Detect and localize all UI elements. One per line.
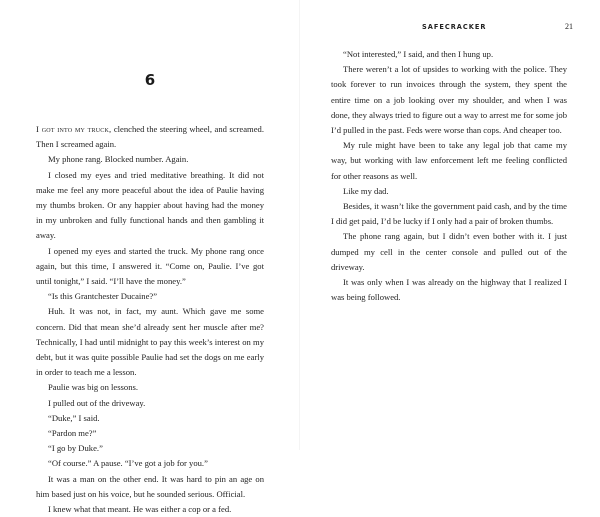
opening-smallcaps: I got into my truck, — [36, 124, 112, 134]
opening-rest: clenched the steering wheel, and screamed. Then I screamed again. — [36, 124, 264, 150]
page-number: 21 — [565, 22, 573, 31]
paragraph: Paulie was big on lessons. — [48, 382, 138, 393]
right-page — [300, 0, 600, 450]
paragraph: “Of course.” A pause. “I’ve got a job for you.” — [48, 458, 208, 469]
paragraph: The phone rang again, but I didn’t even bother with it. I just dumped my cell in the center console and pulled out of the driveway. — [331, 231, 567, 272]
chapter-number: 6 — [144, 71, 156, 89]
paragraph: It was only when I was already on the highway that I realized I was being followed. — [331, 277, 567, 303]
paragraph: It was a man on the other end. It was hard to pin an age on him based just on his voice, but he sounded serious. Official. — [36, 473, 264, 499]
paragraph: “Is this Grantchester Ducaine?” — [48, 291, 158, 302]
paragraph: Like my dad. — [343, 185, 389, 196]
paragraph: My phone rang. Blocked number. Again. — [48, 154, 189, 165]
paragraph: I closed my eyes and tried meditative breathing. It did not make me feel any more peaceful about the idea of Paulie having my thumbs broken. Or any happier about having had the money in my unbroken and fully functional hands and then gambling it away. — [36, 169, 264, 241]
paragraph: Huh. It was not, in fact, my aunt. Which gave me some concern. Did that mean she’d already sent her muscle after me? Technically, I had until midnight to pay this week’s interest on my debt, but it was quite possible Paulie had set the dogs on me early in order to teach me a lesson. — [36, 306, 264, 378]
left-body-text — [36, 122, 264, 517]
paragraph: “Not interested,” I said, and then I hung up. — [343, 49, 494, 59]
paragraph: “Duke,” I said. — [48, 412, 100, 423]
paragraph: My rule might have been to take any legal job that came my way, but working with law enforcement left me feeling conflicted for other reasons as well. — [331, 140, 567, 181]
paragraph: There weren’t a lot of upsides to working with the police. They took forever to run invoices through the system, they spent the entire time on a job looking over my shoulder, and when I was done, they always tried to figure out a way to arrest me for some job I’d pulled in the past. Feds were worse than cops. And cheaper too. — [331, 64, 567, 136]
right-body-text — [331, 47, 567, 305]
paragraph: I pulled out of the driveway. — [48, 397, 146, 408]
opening-paragraph — [36, 122, 264, 152]
paragraph: I knew what that meant. He was either a cop or a fed. — [48, 504, 232, 515]
running-head: SAFECRACKER — [422, 23, 487, 31]
paragraph: I opened my eyes and started the truck. My phone rang once again, but this time, I answered it. “Come on, Paulie. I’ve got until tonight,” I said. “I’ll have the money.” — [36, 245, 264, 287]
paragraph: “I go by Duke.” — [48, 443, 103, 454]
left-page — [0, 0, 300, 515]
paragraph: “Pardon me?” — [48, 428, 97, 439]
paragraph: Besides, it wasn’t like the government paid cash, and by the time I did get paid, I’d be lucky if I only had a pair of broken thumbs. — [331, 201, 567, 227]
